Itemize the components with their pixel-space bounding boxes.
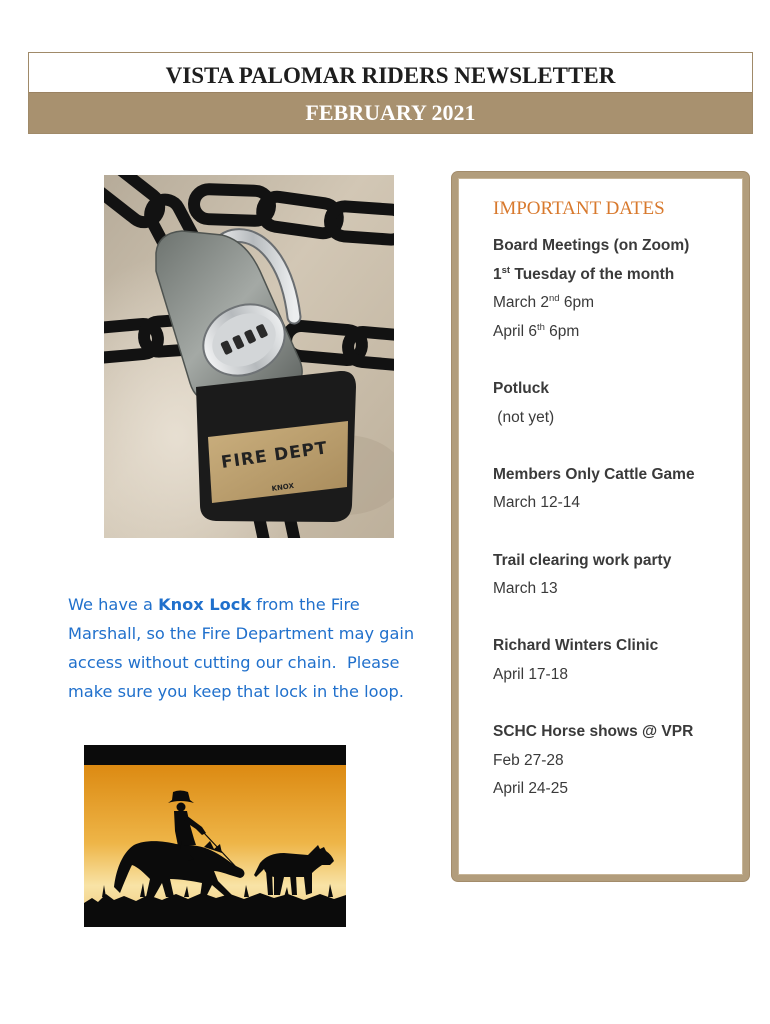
event-heading: Trail clearing work party	[493, 551, 672, 569]
event-date	[493, 289, 733, 318]
event-heading: Board Meetings (on Zoom)	[493, 237, 690, 254]
knox-lock-illustration	[104, 175, 394, 538]
horse-shows-section	[493, 718, 733, 804]
schedule-number: 1	[493, 265, 502, 283]
potluck-section	[493, 375, 733, 432]
knox-lock-photo	[104, 175, 394, 538]
event-date: (not yet)	[493, 408, 555, 426]
event-date	[493, 318, 733, 347]
event-date: March 12-14	[493, 494, 581, 512]
date-time: 6pm	[544, 322, 580, 340]
notice-lead: We have a	[68, 595, 159, 614]
date-day: April 6	[493, 322, 537, 340]
date-suffix: th	[536, 321, 545, 333]
issue-band	[29, 92, 752, 133]
cutting-horse-image	[84, 745, 346, 927]
issue-date: FEBRUARY 2021	[305, 100, 476, 125]
event-heading: SCHC Horse shows @ VPR	[493, 723, 694, 741]
notice-line1-rest: from the Fire	[251, 595, 360, 614]
newsletter-title: VISTA PALOMAR RIDERS NEWSLETTER	[165, 63, 616, 88]
lock-brand-text: KNOX	[271, 481, 295, 493]
date-day: March 2	[493, 294, 549, 312]
date-time: 6pm	[559, 294, 595, 312]
notice-line: make sure you keep that lock in the loop.	[68, 682, 404, 701]
lock-label-text: FIRE DEPT	[219, 438, 329, 473]
important-dates-box	[452, 172, 749, 881]
newsletter-header	[28, 52, 753, 134]
important-dates-list	[493, 232, 733, 804]
event-heading: Richard Winters Clinic	[493, 637, 659, 655]
clinic-section	[493, 632, 733, 689]
event-heading: Members Only Cattle Game	[493, 465, 695, 483]
date-suffix: nd	[549, 293, 560, 305]
notice-line	[68, 590, 414, 619]
board-meetings-section	[493, 232, 733, 346]
event-date: March 13	[493, 580, 558, 598]
rider-head	[177, 803, 186, 812]
trail-clearing-section	[493, 547, 733, 604]
notice-line: access without cutting our chain. Please	[68, 653, 400, 672]
event-date: April 17-18	[493, 665, 568, 683]
notice-highlight: Knox Lock	[158, 595, 252, 614]
knox-lock-notice	[68, 590, 414, 706]
event-heading: Potluck	[493, 379, 549, 397]
schedule-rest: Tuesday of the month	[510, 265, 675, 283]
cattle-game-section	[493, 461, 733, 518]
schedule-suffix: st	[501, 264, 511, 276]
cutting-horse-silhouette	[84, 745, 346, 927]
important-dates-title: IMPORTANT DATES	[493, 198, 665, 219]
event-date: Feb 27-28	[493, 751, 564, 769]
event-date: April 24-25	[493, 780, 568, 798]
notice-line: Marshall, so the Fire Department may gain	[68, 624, 415, 643]
meeting-schedule	[493, 261, 733, 290]
